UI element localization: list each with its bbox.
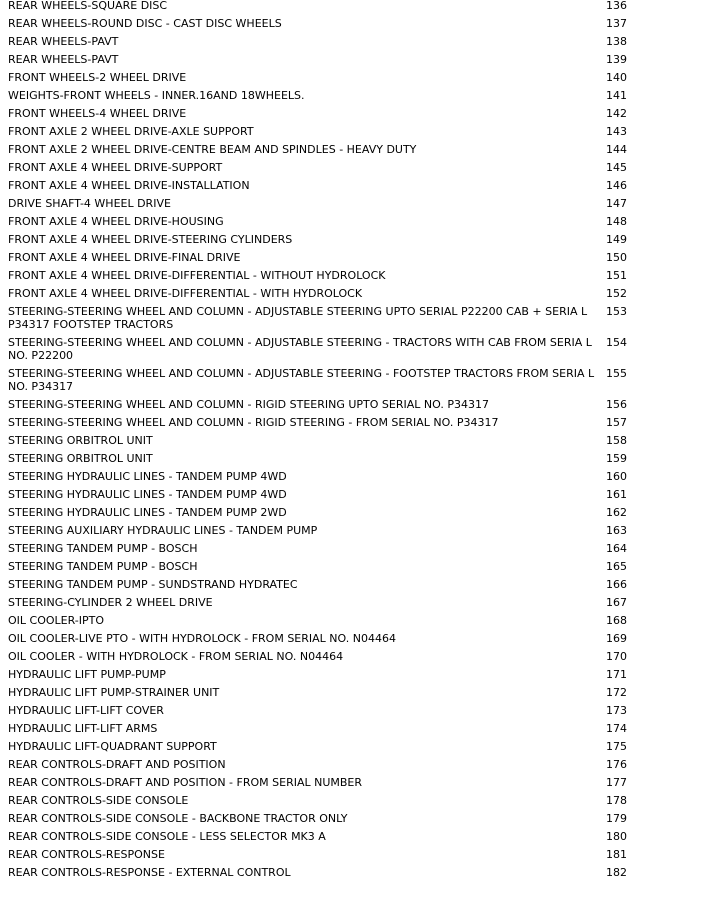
index-row	[0, 576, 721, 594]
section-title: HYDRAULIC LIFT PUMP-STRAINER UNIT	[8, 686, 220, 699]
page-number: 141	[606, 89, 627, 102]
page-number: 154	[606, 336, 627, 349]
section-title: FRONT WHEELS-4 WHEEL DRIVE	[8, 107, 187, 120]
page-number: 162	[606, 506, 627, 519]
section-title: HYDRAULIC LIFT-LIFT ARMS	[8, 722, 158, 735]
section-title: FRONT AXLE 4 WHEEL DRIVE-HOUSING	[8, 215, 224, 228]
index-row	[0, 468, 721, 486]
page-number: 151	[606, 269, 627, 282]
index-row	[0, 365, 721, 396]
index-row	[0, 846, 721, 864]
index-row	[0, 792, 721, 810]
section-title: FRONT AXLE 4 WHEEL DRIVE-DIFFERENTIAL - WITH HYDROLOCK	[8, 287, 363, 300]
section-title: STEERING-STEERING WHEEL AND COLUMN - ADJUSTABLE STEERING UPTO SERIAL P22200 CAB + SERIA L P34317 FOOTSTEP TRACTORS	[8, 305, 588, 331]
page-number: 175	[606, 740, 627, 753]
page-number: 147	[606, 197, 627, 210]
page-number: 181	[606, 848, 627, 861]
index-row	[0, 159, 721, 177]
page-number: 161	[606, 488, 627, 501]
index-row	[0, 396, 721, 414]
section-title: REAR WHEELS-PAVT	[8, 53, 119, 66]
index-row	[0, 123, 721, 141]
section-title: STEERING-STEERING WHEEL AND COLUMN - RIGID STEERING UPTO SERIAL NO. P34317	[8, 398, 489, 411]
index-row	[0, 450, 721, 468]
page-number: 176	[606, 758, 627, 771]
page-number: 150	[606, 251, 627, 264]
page-number: 153	[606, 305, 627, 318]
page-number: 169	[606, 632, 627, 645]
section-title: REAR CONTROLS-SIDE CONSOLE	[8, 794, 189, 807]
section-title: OIL COOLER-IPTO	[8, 614, 105, 627]
section-title: STEERING-STEERING WHEEL AND COLUMN - ADJUSTABLE STEERING - FOOTSTEP TRACTORS FROM SERIA L NO. P34317	[8, 367, 595, 393]
page-number: 173	[606, 704, 627, 717]
page-number: 159	[606, 452, 627, 465]
page-number: 157	[606, 416, 627, 429]
section-title: STEERING-STEERING WHEEL AND COLUMN - RIGID STEERING - FROM SERIAL NO. P34317	[8, 416, 499, 429]
index-row	[0, 486, 721, 504]
index-row	[0, 267, 721, 285]
index-row	[0, 213, 721, 231]
page-number: 155	[606, 367, 627, 380]
section-title: STEERING HYDRAULIC LINES - TANDEM PUMP 4WD	[8, 488, 287, 501]
index-row	[0, 195, 721, 213]
page-number: 174	[606, 722, 627, 735]
section-title: REAR WHEELS-SQUARE DISC	[8, 0, 168, 12]
index-row	[0, 33, 721, 51]
page-number: 137	[606, 17, 627, 30]
section-title: FRONT AXLE 4 WHEEL DRIVE-DIFFERENTIAL - WITHOUT HYDROLOCK	[8, 269, 386, 282]
section-title: REAR CONTROLS-DRAFT AND POSITION	[8, 758, 226, 771]
page-number: 142	[606, 107, 627, 120]
page-number: 168	[606, 614, 627, 627]
page-number: 179	[606, 812, 627, 825]
index-row	[0, 15, 721, 33]
section-title: STEERING-STEERING WHEEL AND COLUMN - ADJUSTABLE STEERING - TRACTORS WITH CAB FROM SERIA L NO. P22200	[8, 336, 592, 362]
section-title: REAR WHEELS-PAVT	[8, 35, 119, 48]
index-row	[0, 432, 721, 450]
index-row	[0, 702, 721, 720]
page-number: 178	[606, 794, 627, 807]
section-title: FRONT AXLE 4 WHEEL DRIVE-SUPPORT	[8, 161, 223, 174]
page-number: 145	[606, 161, 627, 174]
index-row	[0, 630, 721, 648]
index-row	[0, 648, 721, 666]
section-title: STEERING TANDEM PUMP - BOSCH	[8, 560, 198, 573]
index-row	[0, 756, 721, 774]
index-row	[0, 666, 721, 684]
index-row	[0, 87, 721, 105]
page-number: 172	[606, 686, 627, 699]
page-number: 171	[606, 668, 627, 681]
section-title: HYDRAULIC LIFT PUMP-PUMP	[8, 668, 166, 681]
index-row	[0, 51, 721, 69]
section-title: FRONT WHEELS-2 WHEEL DRIVE	[8, 71, 187, 84]
page-number: 148	[606, 215, 627, 228]
section-title: STEERING ORBITROL UNIT	[8, 452, 153, 465]
page-number: 182	[606, 866, 627, 879]
section-title: FRONT AXLE 4 WHEEL DRIVE-FINAL DRIVE	[8, 251, 241, 264]
page-number: 138	[606, 35, 627, 48]
section-title: REAR CONTROLS-RESPONSE - EXTERNAL CONTROL	[8, 866, 291, 879]
index-row	[0, 828, 721, 846]
page-number: 149	[606, 233, 627, 246]
section-title: DRIVE SHAFT-4 WHEEL DRIVE	[8, 197, 171, 210]
page-number: 146	[606, 179, 627, 192]
section-title: STEERING TANDEM PUMP - SUNDSTRAND HYDRATEC	[8, 578, 298, 591]
section-title: REAR CONTROLS-SIDE CONSOLE - LESS SELECTOR MK3 A	[8, 830, 326, 843]
index-row	[0, 540, 721, 558]
index-row	[0, 504, 721, 522]
page-number: 163	[606, 524, 627, 537]
index-row	[0, 285, 721, 303]
index-row	[0, 738, 721, 756]
index-row	[0, 231, 721, 249]
page-number: 139	[606, 53, 627, 66]
page-number: 166	[606, 578, 627, 591]
page-number: 164	[606, 542, 627, 555]
page-number: 170	[606, 650, 627, 663]
section-title: FRONT AXLE 2 WHEEL DRIVE-AXLE SUPPORT	[8, 125, 254, 138]
index-row	[0, 105, 721, 123]
section-title: FRONT AXLE 4 WHEEL DRIVE-INSTALLATION	[8, 179, 250, 192]
page-number: 167	[606, 596, 627, 609]
section-title: REAR CONTROLS-RESPONSE	[8, 848, 165, 861]
page-number: 177	[606, 776, 627, 789]
section-title: FRONT AXLE 4 WHEEL DRIVE-STEERING CYLINDERS	[8, 233, 293, 246]
section-title: WEIGHTS-FRONT WHEELS - INNER.16AND 18WHEELS.	[8, 89, 305, 102]
index-row	[0, 0, 721, 15]
index-row	[0, 334, 721, 365]
section-title: REAR CONTROLS-DRAFT AND POSITION - FROM SERIAL NUMBER	[8, 776, 363, 789]
index-row	[0, 594, 721, 612]
section-title: HYDRAULIC LIFT-LIFT COVER	[8, 704, 164, 717]
index-row	[0, 414, 721, 432]
index-row	[0, 177, 721, 195]
page-number: 136	[606, 0, 627, 12]
index-row	[0, 810, 721, 828]
index-row	[0, 612, 721, 630]
section-title: STEERING-CYLINDER 2 WHEEL DRIVE	[8, 596, 213, 609]
page-number: 152	[606, 287, 627, 300]
index-row	[0, 684, 721, 702]
section-title: REAR CONTROLS-SIDE CONSOLE - BACKBONE TRACTOR ONLY	[8, 812, 348, 825]
page-number: 144	[606, 143, 627, 156]
section-title: HYDRAULIC LIFT-QUADRANT SUPPORT	[8, 740, 217, 753]
index-row	[0, 720, 721, 738]
section-title: OIL COOLER-LIVE PTO - WITH HYDROLOCK - FROM SERIAL NO. N04464	[8, 632, 396, 645]
section-title: STEERING AUXILIARY HYDRAULIC LINES - TANDEM PUMP	[8, 524, 318, 537]
index-row	[0, 303, 721, 334]
page-number: 143	[606, 125, 627, 138]
page-number: 140	[606, 71, 627, 84]
page-number: 165	[606, 560, 627, 573]
section-title: STEERING HYDRAULIC LINES - TANDEM PUMP 2WD	[8, 506, 287, 519]
section-title: STEERING HYDRAULIC LINES - TANDEM PUMP 4WD	[8, 470, 287, 483]
section-title: STEERING ORBITROL UNIT	[8, 434, 153, 447]
page-number: 156	[606, 398, 627, 411]
section-title: OIL COOLER - WITH HYDROLOCK - FROM SERIAL NO. N04464	[8, 650, 344, 663]
section-title: STEERING TANDEM PUMP - BOSCH	[8, 542, 198, 555]
index-row	[0, 141, 721, 159]
index-row	[0, 69, 721, 87]
index-row	[0, 864, 721, 882]
index-row	[0, 558, 721, 576]
section-title: REAR WHEELS-ROUND DISC - CAST DISC WHEELS	[8, 17, 282, 30]
index-row	[0, 249, 721, 267]
page-number: 158	[606, 434, 627, 447]
page-number: 180	[606, 830, 627, 843]
index-row	[0, 774, 721, 792]
index-row	[0, 522, 721, 540]
page-number: 160	[606, 470, 627, 483]
section-title: FRONT AXLE 2 WHEEL DRIVE-CENTRE BEAM AND SPINDLES - HEAVY DUTY	[8, 143, 417, 156]
